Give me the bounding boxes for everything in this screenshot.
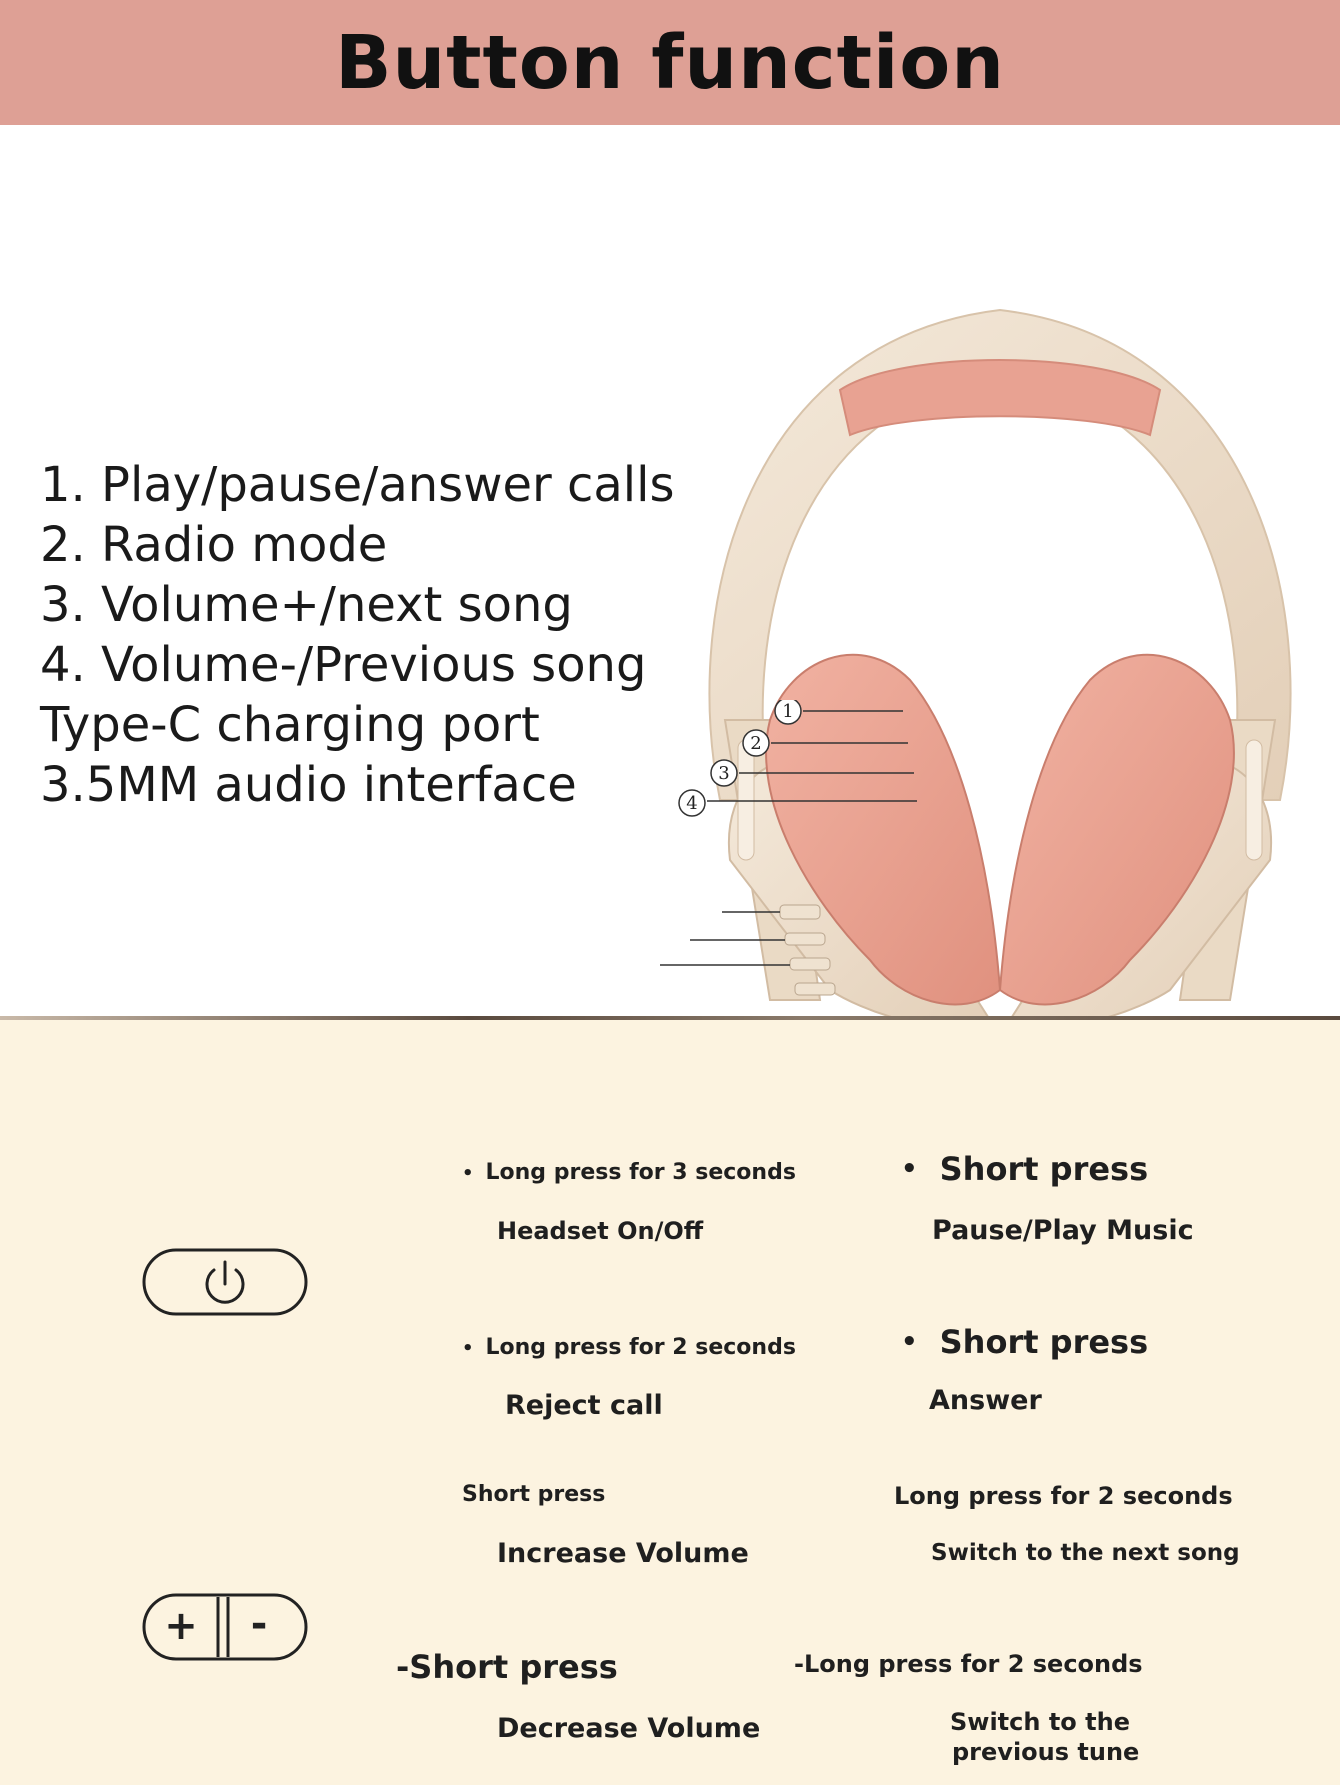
callout-3 [711, 760, 914, 786]
volume-down-short-press-desc: Decrease Volume [497, 1713, 761, 1744]
callout-1-label: 1 [782, 701, 794, 722]
feature-list [40, 455, 674, 815]
header-banner [0, 0, 1340, 125]
power-button-graphic [142, 1248, 308, 1318]
next-song-long-press-desc: Switch to the next song [931, 1540, 1240, 1566]
callout-4-label: 4 [686, 793, 698, 814]
callout-markers [660, 700, 980, 840]
answer-short-press-label: • Short press [901, 1323, 1148, 1361]
previous-song-long-press-label: -Long press for 2 seconds [794, 1650, 1143, 1678]
power-icon [207, 1262, 243, 1302]
callout-1 [775, 700, 903, 724]
product-overview [0, 125, 1340, 1017]
page-title: Button function [335, 19, 1005, 106]
feature-item: 2. Radio mode [40, 517, 388, 573]
headband-pad [840, 360, 1160, 435]
power-long-press-3s-label: • Long press for 3 seconds [462, 1160, 796, 1185]
power-short-press-desc: Pause/Play Music [932, 1215, 1194, 1246]
volume-up-short-press-label: Short press [462, 1482, 606, 1507]
headphones-illustration [660, 300, 1340, 1040]
volume-down-short-press-label: -Short press [396, 1648, 618, 1686]
power-long-press-2s-label: • Long press for 2 seconds [462, 1335, 796, 1360]
power-long-press-2s-desc: Reject call [505, 1390, 663, 1421]
answer-short-press-desc: Answer [929, 1385, 1042, 1416]
power-short-press-label: • Short press [901, 1150, 1148, 1188]
feature-item: 4. Volume-/Previous song [40, 637, 647, 693]
minus-icon: - [250, 1601, 268, 1647]
callout-2-label: 2 [750, 733, 762, 754]
next-song-long-press-label: Long press for 2 seconds [894, 1482, 1233, 1510]
callout-2 [743, 730, 908, 756]
plus-icon: + [164, 1603, 198, 1649]
feature-item: 3. Volume+/next song [40, 577, 573, 633]
previous-song-desc-line1: Switch to the [950, 1708, 1130, 1736]
volume-up-short-press-desc: Increase Volume [497, 1538, 749, 1569]
feature-item: 1. Play/pause/answer calls [40, 457, 675, 513]
previous-song-desc-line2: previous tune [952, 1738, 1140, 1766]
callout-3-label: 3 [718, 763, 730, 784]
callout-4 [679, 790, 917, 816]
feature-item: 3.5MM audio interface [40, 757, 577, 813]
volume-buttons-graphic [142, 1593, 308, 1663]
power-long-press-3s-desc: Headset On/Off [497, 1217, 704, 1245]
feature-item: Type-C charging port [40, 697, 540, 753]
button-function-panel [0, 1020, 1340, 1785]
